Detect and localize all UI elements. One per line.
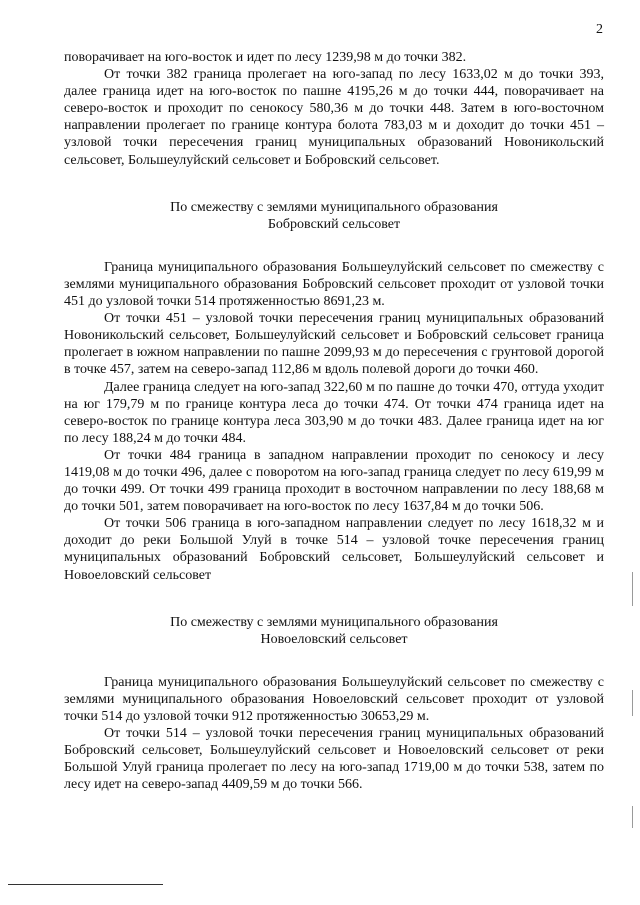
document-body — [64, 49, 604, 793]
spacer — [64, 648, 604, 674]
spacer — [64, 584, 604, 614]
footnote-rule — [8, 884, 163, 885]
spacer — [64, 169, 604, 199]
section-heading-novoelovsky — [64, 614, 604, 648]
paragraph-bobrovsky-470: Далее граница следует на юго-запад 322,60 м по пашне до точки 470, оттуда уходит на юг 179,79 м по границе контура леса до точки 474. От точки 474 граница идет на северо-восток по границе контура леса 303,90 м до точки 483. Далее граница идет на юг по лесу 188,24 м до точки 484. — [64, 379, 604, 446]
page-number: 2 — [596, 22, 603, 37]
section-heading-line: Новоеловский сельсовет — [260, 631, 408, 647]
section-heading-line: По смежеству с землями муниципального образования — [170, 614, 498, 630]
paragraph-boundary-393-451: От точки 382 граница пролегает на юго-запад по лесу 1633,02 м до точки 393, далее граница идет на юго-восток по пашне 4195,26 м до точки 444, поворачивает на северо-восток и проходит по сенокосу 580,36 м до точки 448. Затем в юго-восточном направлении пролегает по границе контура болота 783,03 м и доходит до точки 451 – узловой точки пересечения границ муниципальных образований Новоникольский сельсовет, Большеулуйский сельсовет и Бобровский сельсовет. — [64, 67, 604, 168]
paragraph-bobrovsky-451: От точки 451 – узловой точки пересечения границ муниципальных образований Новоникольский сельсовет, Большеулуйский сельсовет и Бобровский сельсовет граница пролегает в южном направлении по пашне 2099,93 м до пересечения с грунтовой дорогой в точке 457, затем на северо-запад 112,86 м вдоль полевой дороги до точки 460. — [64, 311, 604, 378]
paragraph-novoelovsky-514: От точки 514 – узловой точки пересечения границ муниципальных образований Бобровский сельсовет, Большеулуйский сельсовет и Новоеловский сельсовет от реки Большой Улуй граница пролегает по лесу на юго-запад 1719,00 м до точки 538, затем по лесу идет на северо-запад 4409,59 м до точки 566. — [64, 726, 604, 793]
section-heading-bobrovsky — [64, 199, 604, 233]
section-heading-line: Бобровский сельсовет — [267, 216, 401, 232]
paragraph-bobrovsky-484: От точки 484 граница в западном направлении проходит по сенокосу и лесу 1419,08 м до точки 496, далее с поворотом на юго-запад граница следует по лесу 619,99 м до точки 499. От точки 499 граница проходит в восточном направлении по лесу 188,68 м до точки 501, затем поворачивает на юго-восток по лесу 1637,84 м до точки 506. — [64, 447, 604, 515]
section-heading-line: По смежеству с землями муниципального образования — [170, 199, 498, 215]
scan-edge-mark — [632, 572, 633, 606]
spacer — [64, 233, 604, 259]
paragraph-bobrovsky-506: От точки 506 граница в юго-западном направлении следует по лесу 1618,32 м и доходит до реки Большой Улуй в точке 514 – узловой точке пересечения границ муниципальных образований Бобровский сельсовет, Большеулуйский сельсовет и Новоеловский сельсовет — [64, 516, 604, 583]
paragraph-bobrovsky-summary: Граница муниципального образования Большеулуйский сельсовет по смежеству с землями муниципального образования Бобровский сельсовет проходит от узловой точки 451 до узловой точки 514 протяженностью 8691,23 м. — [64, 259, 604, 310]
paragraph-novoelovsky-summary: Граница муниципального образования Большеулуйский сельсовет по смежеству с землями муниципального образования Новоеловский сельсовет проходит от узловой точки 514 до узловой точки 912 протяженностью 30653,29 м. — [64, 674, 604, 724]
scan-edge-mark — [632, 806, 633, 828]
scan-edge-mark — [632, 690, 633, 716]
paragraph-continuation: поворачивает на юго-восток и идет по лесу 1239,98 м до точки 382. — [64, 50, 467, 65]
